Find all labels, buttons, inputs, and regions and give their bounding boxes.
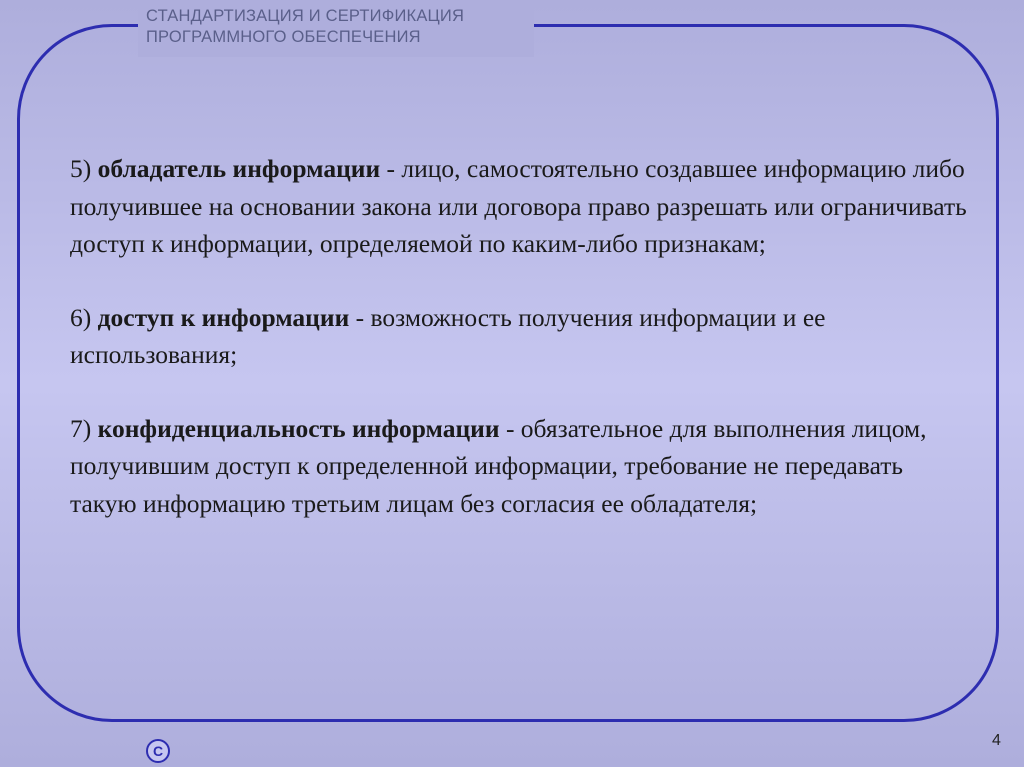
definition-item: [70, 299, 970, 374]
page-number: 4: [992, 732, 1001, 749]
definition-number: 6): [70, 302, 92, 332]
definition-term: конфиденциальность информации: [97, 413, 500, 443]
definition-text: - возможность получения информации и ее использования;: [70, 302, 826, 369]
definition-term: доступ к информации: [97, 302, 350, 332]
definition-term: обладатель информации: [97, 154, 381, 183]
definition-number: 5): [70, 154, 92, 183]
definition-text: - обязательное для выполнения лицом, получившим доступ к определенной информации, требование не передавать такую информацию третьим лицам без согласия ее обладателя;: [70, 413, 927, 518]
definition-item: [70, 150, 970, 263]
copyright-icon: C: [146, 739, 170, 763]
header-line-2: ПРОГРАММНОГО ОБЕСПЕЧЕНИЯ: [146, 28, 421, 46]
slide-header: [138, 2, 534, 57]
definition-item: [70, 410, 970, 523]
definition-text: - лицо, самостоятельно создавшее информацию либо получившее на основании закона или договора право разрешать или ограничивать доступ к информации, определяемой по каким-либо признакам;: [70, 154, 967, 258]
definitions-list: [70, 150, 970, 558]
header-line-1: СТАНДАРТИЗАЦИЯ И СЕРТИФИКАЦИЯ: [146, 7, 465, 25]
definition-number: 7): [70, 413, 92, 443]
